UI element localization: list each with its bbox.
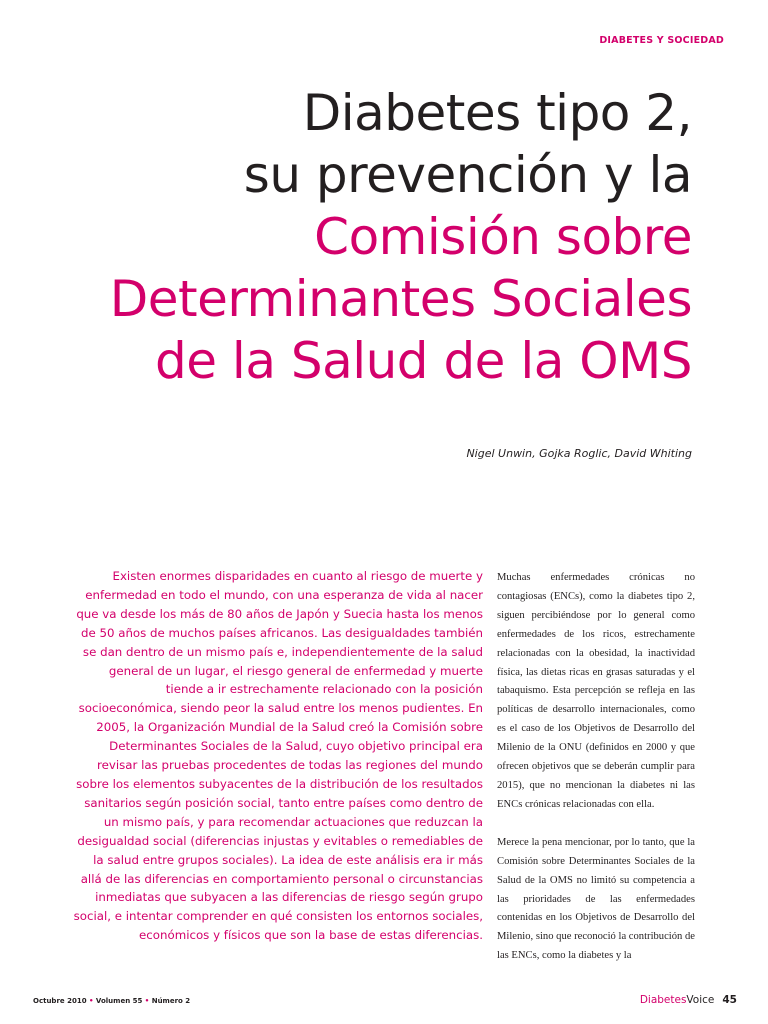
authors: Nigel Unwin, Gojka Roglic, David Whiting <box>466 447 692 460</box>
page-number: 45 <box>722 994 737 1006</box>
footer-brand <box>640 994 737 1006</box>
footer-separator-2: • <box>144 997 150 1005</box>
brand-diabetes: Diabetes <box>639 994 687 1006</box>
footer-number: Número 2 <box>151 997 191 1005</box>
brand-voice: Voice <box>686 994 715 1006</box>
footer-month: Octubre 2010 <box>33 997 87 1005</box>
title-line-4: Determinantes Sociales <box>109 270 692 328</box>
footer-separator-1: • <box>89 997 94 1005</box>
title-line-1: Diabetes tipo 2, <box>302 84 692 142</box>
title-line-3: Comisión sobre <box>314 208 692 266</box>
body-paragraph-1: Muchas enfermedades crónicas no contagiosas (ENCs), como la diabetes tipo 2, siguen percibiéndose por lo general como enfermedades de los ricos, estrechamente relacionadas con la obesidad, la inactividad física, las dietas ricas en grasas saturadas y el tabaquismo. Esta percepción se refleja en las políticas de desarrollo internacionales, como es el caso de los Objetivos de Desarrollo del Milenio de la ONU (definidos en 2000 y que ofrecen objetivos que se deberán cumplir para 2015), que no mencionan la diabetes ni las ENCs crónicas relacionadas con ella. <box>497 572 695 810</box>
footer-issue-info <box>33 997 190 1005</box>
footer-volume: Volumen 55 <box>95 997 143 1005</box>
section-label: DIABETES Y SOCIEDAD <box>599 35 724 46</box>
body-column <box>497 569 695 985</box>
lead-paragraph: Existen enormes disparidades en cuanto al riesgo de muerte y enfermedad en todo el mundo, con una esperanza de vida al nacer que va desde los más de 80 años de Japón y Suecia hasta los menos de 50 años de muchos países africanos. Las desigualdades también se dan dentro de un mismo país e, independientemente de la salud general de un lugar, el riesgo general de enfermedad y muerte tiende a ir estrechamente relacionado con la posición socioeconómica, siendo peor la salud entre los menos pudientes. En 2005, la Organización Mundial de la Salud creó la Comisión sobre Determinantes Sociales de la Salud, cuyo objetivo principal era revisar las pruebas procedentes de todas las regiones del mundo sobre los elementos subyacentes de la distribución de los resultados sanitarios según posición social, tanto entre países como dentro de un mismo país, y para recomendar actuaciones que reduzcan la desigualdad social (diferencias injustas y evitables o remediables de la salud entre grupos sociales). La idea de este análisis era ir más allá de las diferencias en comportamiento personal o circunstancias inmediatas que subyacen a las diferencias de riesgo según grupo social, e intentar comprender en qué consisten los entornos sociales, económicos y físicos que son la base de estas diferencias. <box>73 569 483 943</box>
title-line-2: su prevención y la <box>243 146 692 204</box>
article-title <box>52 82 692 392</box>
title-line-5: de la Salud de la OMS <box>155 332 692 390</box>
body-paragraph-2: Merece la pena mencionar, por lo tanto, que la Comisión sobre Determinantes Sociales de la Salud de la OMS no limitó su competencia a las prioridades de las enfermedades contenidas en los Objetivos de Desarrollo del Milenio, sino que reconoció la contribución de las ENCs, como la diabetes y la <box>497 836 695 962</box>
